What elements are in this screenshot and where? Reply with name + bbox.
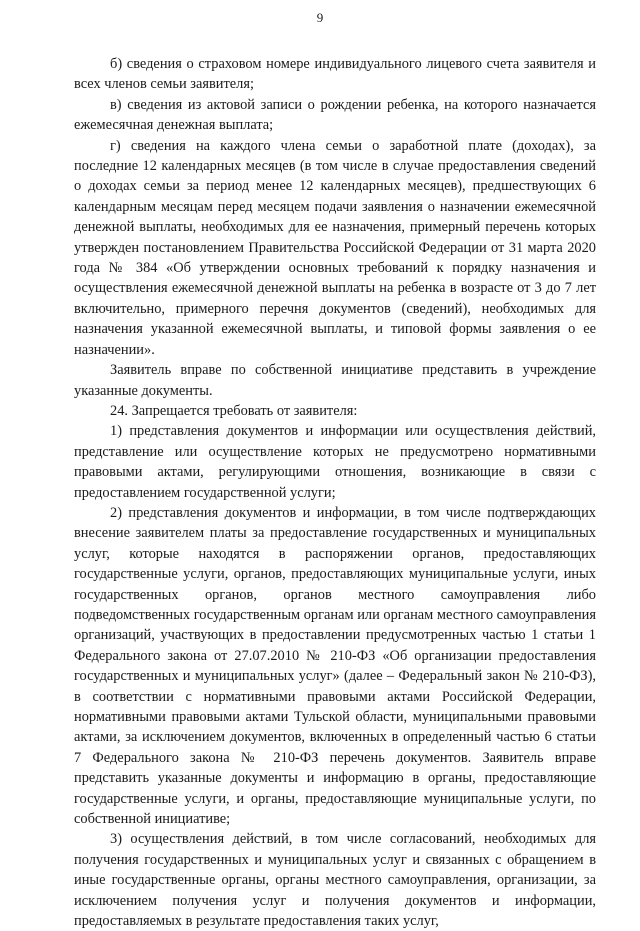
paragraph-24-3: 3) осуществления действий, в том числе согласований, необходимых для получения государственных и муниципальных услуг и связанных с обращением в иные государственные органы, органы местного самоуправления, организации, за исключением получения услуг и получения документов и информации, предоставляемых в результате предоставления таких услуг,	[74, 831, 596, 930]
paragraph-24-1: 1) представления документов и информации или осуществления действий, представление или осуществление которых не предусмотрено нормативными правовыми актами, регулирующими отношения, возникающие в связи с предоставлением государственной услуги;	[74, 423, 596, 501]
paragraph-applicant-right: Заявитель вправе по собственной инициативе представить в учреждение указанные документы.	[74, 362, 596, 399]
paragraph-g: г) сведения на каждого члена семьи о заработной плате (доходах), за последние 12 календарных месяцев (в том числе в случае предоставления сведений о доходах семьи за период менее 12 календарных месяцев), предшествующих 6 календарным месяцам перед месяцем подачи заявления о назначении ежемесячной денежной выплаты, необходимых для ее назначения, примерный перечень которых утвержден постановлением Правительства Российской Федерации от 31 марта 2020 года № 384 «Об утверждении основных требований к порядку назначения и осуществления ежемесячной денежной выплаты на ребенка в возрасте от 3 до 7 лет включительно, примерного перечня документов (сведений), необходимых для назначения указанной ежемесячной выплаты, и типовой формы заявления о ее назначении».	[74, 137, 596, 358]
paragraph-v: в) сведения из актовой записи о рождении ребенка, на которого назначается ежемесячная денежная выплата;	[74, 96, 596, 134]
page-number: 9	[316, 10, 324, 25]
document-body	[74, 54, 596, 931]
paragraph-b: б) сведения о страховом номере индивидуального лицевого счета заявителя и всех членов семьи заявителя;	[74, 56, 596, 93]
paragraph-24-2: 2) представления документов и информации, в том числе подтверждающих внесение заявителем платы за предоставление государственных и муниципальных услуг, которые находятся в распоряжении органов, предоставляющих государственные услуги, органов, предоставляющих муниципальные услуги, иных государственных органов, органов местного самоуправления либо подведомственных государственным органам или органам местного самоуправления организаций, участвующих в предоставлении предусмотренных частью 1 статьи 1 Федерального закона от 27.07.2010 № 210-ФЗ «Об организации предоставления государственных и муниципальных услуг» (далее – Федеральный закон № 210-ФЗ), в соответствии с нормативными правовыми актами Российской Федерации, нормативными правовыми актами Тульской области, муниципальными правовыми актами, за исключением документов, включенных в определенный частью 6 статьи 7 Федерального закона № 210-ФЗ перечень документов. Заявитель вправе представить указанные документы и информацию в органы, предоставляющие государственные услуги, и органы, предоставляющие муниципальные услуги, по собственной инициативе;	[74, 504, 597, 828]
paragraph-24-heading: 24. Запрещается требовать от заявителя:	[110, 402, 358, 419]
